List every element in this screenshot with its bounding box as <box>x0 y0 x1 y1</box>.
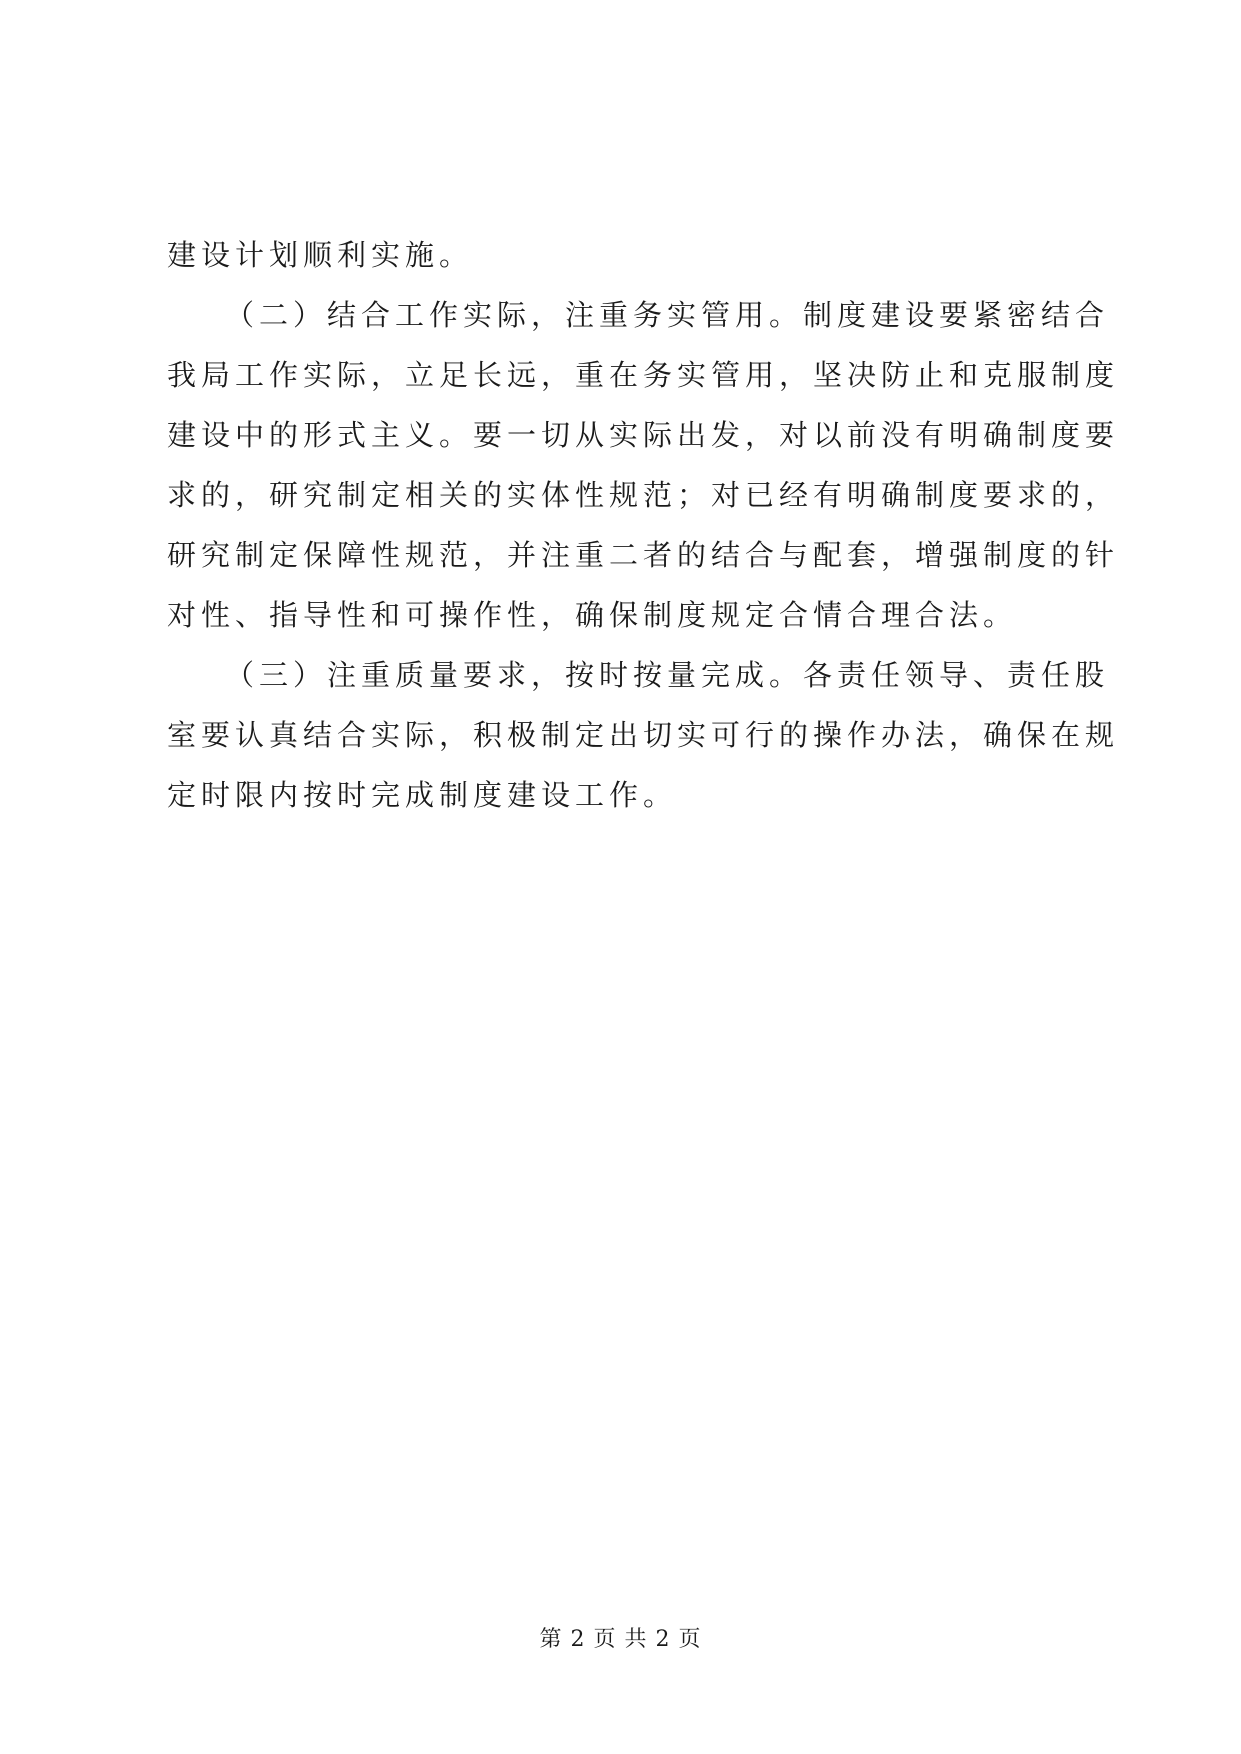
paragraph-line: 室要认真结合实际，积极制定出切实可行的操作办法，确保在规 <box>167 718 1120 752</box>
paragraph-line: 建设中的形式主义。要一切从实际出发，对以前没有明确制度要 <box>167 418 1120 452</box>
paragraph-line: （三）注重质量要求，按时按量完成。各责任领导、责任股 <box>225 658 1110 692</box>
document-body <box>167 236 1120 836</box>
paragraph-line: （二）结合工作实际，注重务实管用。制度建设要紧密结合 <box>225 298 1110 332</box>
paragraph-line: 定时限内按时完成制度建设工作。 <box>167 778 678 812</box>
paragraph-line: 建设计划顺利实施。 <box>167 238 474 272</box>
paragraph-line: 研究制定保障性规范，并注重二者的结合与配套，增强制度的针 <box>167 538 1120 572</box>
paragraph-line: 对性、指导性和可操作性，确保制度规定合情合理合法。 <box>167 598 1018 632</box>
paragraph-line: 我局工作实际，立足长远，重在务实管用，坚决防止和克服制度 <box>167 358 1120 392</box>
paragraph-line: 求的，研究制定相关的实体性规范；对已经有明确制度要求的， <box>167 478 1120 512</box>
page-number-footer: 第 2 页 共 2 页 <box>539 1627 702 1652</box>
